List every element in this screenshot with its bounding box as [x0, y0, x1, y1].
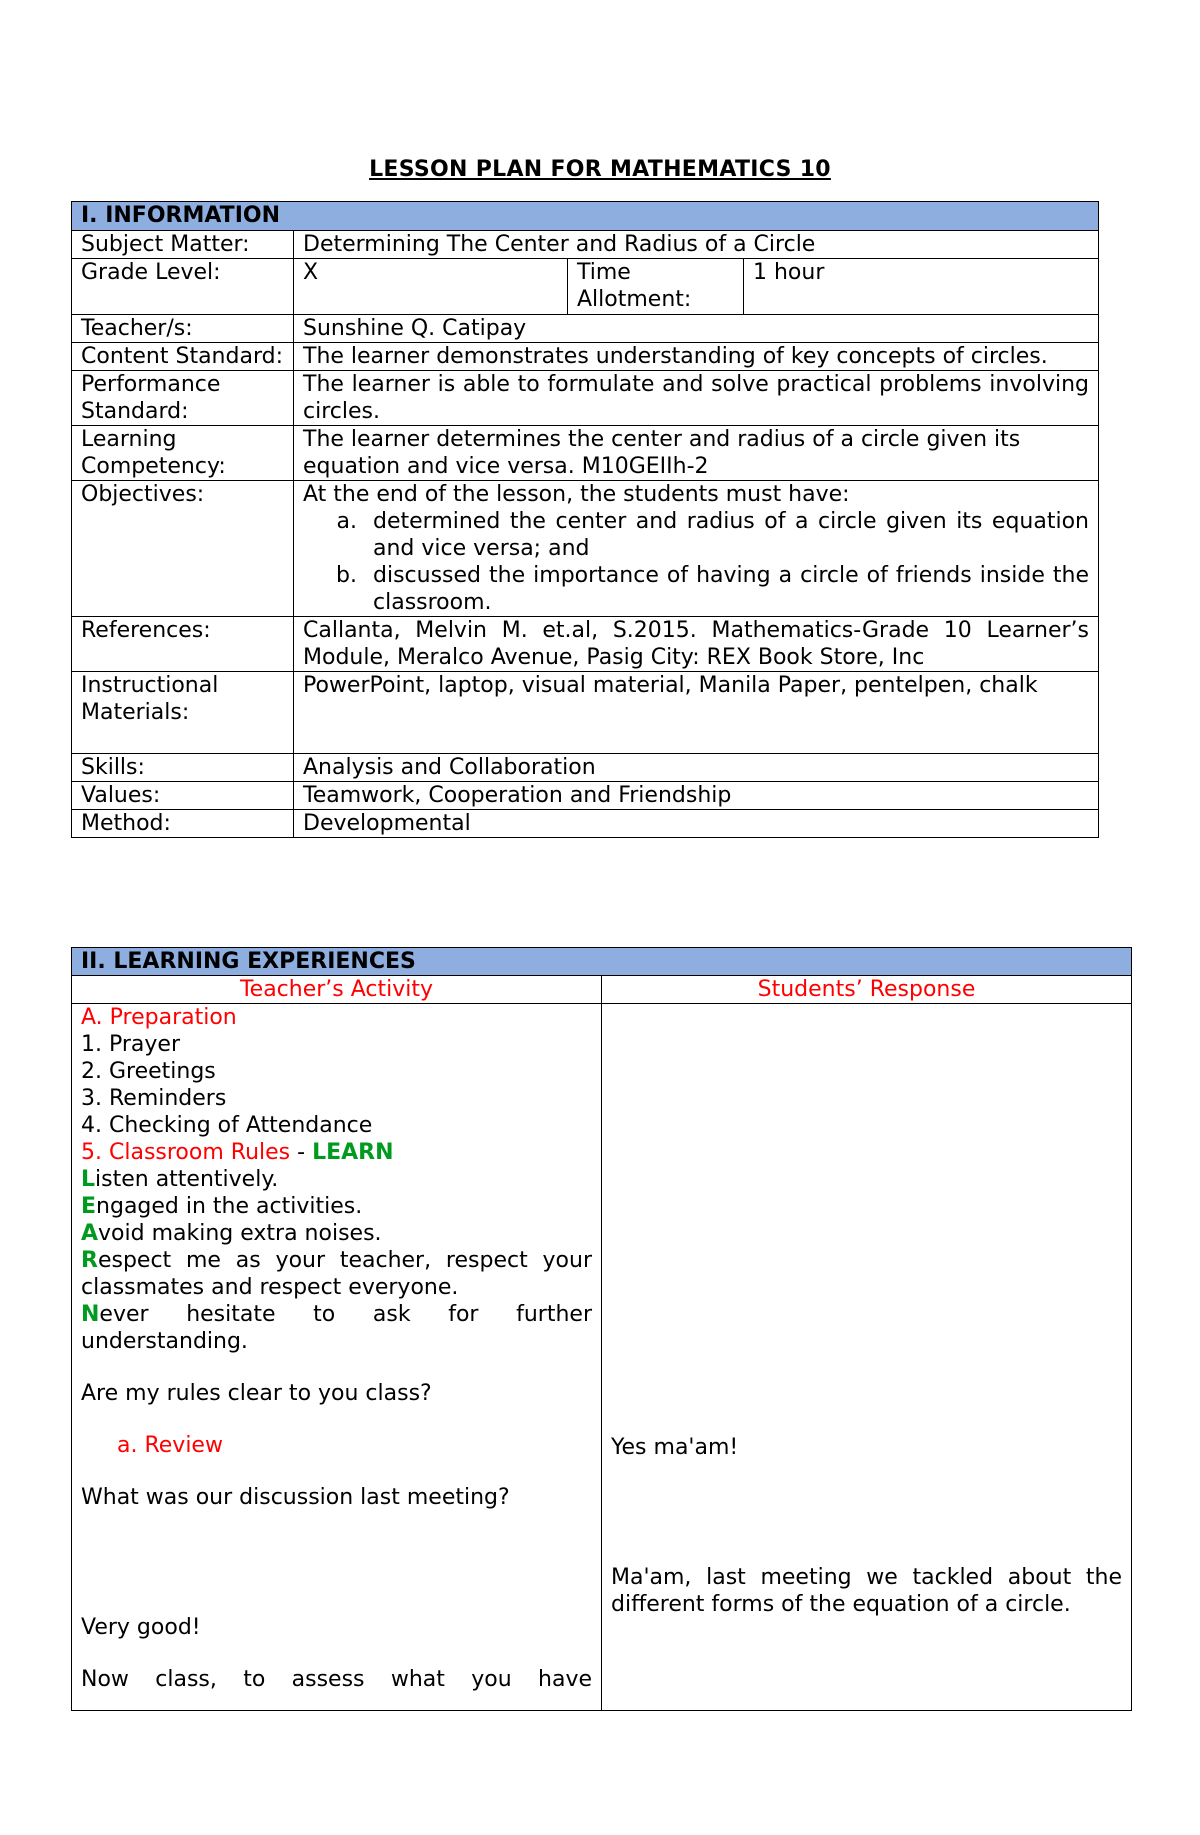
students-response-header: Students’ Response — [602, 976, 1132, 1004]
rule-letter: L — [81, 1167, 96, 1192]
values-value: Teamwork, Cooperation and Friendship — [294, 782, 1099, 810]
objective-item: b. discussed the importance of having a circle of friends inside the classroom. — [364, 562, 1089, 616]
praise-text: Very good! — [81, 1615, 201, 1640]
rule-item — [81, 1220, 592, 1247]
method-label: Method: — [72, 810, 294, 838]
rule-text: ngaged in the activities. — [96, 1194, 363, 1219]
rule-item — [81, 1301, 592, 1355]
grade-level-label: Grade Level: — [72, 259, 294, 315]
teacher-activity-header: Teacher’s Activity — [72, 976, 602, 1004]
rules-acronym: LEARN — [312, 1140, 394, 1165]
step-item: 2. Greetings — [81, 1059, 216, 1084]
objectives-label: Objectives: — [72, 481, 294, 617]
grade-level-value: X — [294, 259, 568, 315]
rule-letter: A — [81, 1221, 99, 1246]
objective-item: a. determined the center and radius of a circle given its equation and vice versa; and — [364, 508, 1089, 562]
teacher-label: Teacher/s: — [72, 315, 294, 343]
rule-text: isten attentively. — [95, 1167, 279, 1192]
skills-value: Analysis and Collaboration — [294, 754, 1099, 782]
skills-label: Skills: — [72, 754, 294, 782]
rules-dash: - — [290, 1140, 313, 1165]
performance-standard-value: The learner is able to formulate and solve practical problems involving circles. — [294, 371, 1099, 426]
rule-item — [81, 1193, 592, 1220]
preparation-heading: A. Preparation — [81, 1005, 237, 1030]
information-header: I. INFORMATION — [72, 202, 1099, 231]
values-label: Values: — [72, 782, 294, 810]
objectives-list — [303, 508, 1089, 616]
rule-item — [81, 1166, 592, 1193]
assess-text: Now class, to assess what you have — [81, 1667, 592, 1692]
rule-text: void making extra noises. — [98, 1221, 382, 1246]
content-standard-value: The learner demonstrates understanding of key concepts of circles. — [294, 343, 1099, 371]
content-standard-label: Content Standard: — [72, 343, 294, 371]
rule-text: ever hesitate to ask for further understanding. — [81, 1302, 592, 1354]
learning-competency-label: Learning Competency: — [72, 426, 294, 481]
materials-label: Instructional Materials: — [72, 672, 294, 754]
references-value: Callanta, Melvin M. et.al, S.2015. Mathematics-Grade 10 Learner’s Module, Meralco Avenue, Pasig City: REX Book Store, Inc — [294, 617, 1099, 672]
time-allotment-value: 1 hour — [744, 259, 1099, 315]
materials-value: PowerPoint, laptop, visual material, Manila Paper, pentelpen, chalk — [294, 672, 1099, 754]
response-review: Ma'am, last meeting we tackled about the different forms of the equation of a circle. — [611, 1565, 1123, 1617]
rules-label: 5. Classroom Rules — [81, 1140, 291, 1165]
rules-question: Are my rules clear to you class? — [81, 1381, 432, 1406]
students-response-cell — [602, 1004, 1132, 1711]
step-item: 4. Checking of Attendance — [81, 1113, 373, 1138]
information-table — [71, 201, 1099, 838]
performance-standard-label: Performance Standard: — [72, 371, 294, 426]
subject-matter-value: Determining The Center and Radius of a Circle — [294, 231, 1099, 259]
learning-experiences-table — [71, 947, 1132, 1711]
objectives-intro: At the end of the lesson, the students must have: — [303, 482, 850, 507]
step-item: 3. Reminders — [81, 1086, 227, 1111]
learning-experiences-header: II. LEARNING EXPERIENCES — [72, 948, 1132, 976]
time-allotment-label: Time Allotment: — [568, 259, 744, 315]
subject-matter-label: Subject Matter: — [72, 231, 294, 259]
teacher-value: Sunshine Q. Catipay — [294, 315, 1099, 343]
rule-letter: E — [81, 1194, 97, 1219]
method-value: Developmental — [294, 810, 1099, 838]
rule-text: espect me as your teacher, respect your classmates and respect everyone. — [81, 1248, 592, 1300]
review-heading: a. Review — [117, 1433, 223, 1458]
classroom-rules-heading — [81, 1139, 592, 1166]
references-label: References: — [72, 617, 294, 672]
rule-letter: N — [81, 1302, 100, 1327]
teacher-activity-cell — [72, 1004, 602, 1711]
step-item: 1. Prayer — [81, 1032, 180, 1057]
rule-item — [81, 1247, 592, 1301]
document-title: LESSON PLAN FOR MATHEMATICS 10 — [369, 157, 831, 182]
rule-letter: R — [81, 1248, 98, 1273]
learning-competency-value: The learner determines the center and radius of a circle given its equation and vice versa. M10GEIIh-2 — [294, 426, 1099, 481]
review-question: What was our discussion last meeting? — [81, 1485, 510, 1510]
objectives-cell — [294, 481, 1099, 617]
response-rules: Yes ma'am! — [611, 1435, 739, 1460]
